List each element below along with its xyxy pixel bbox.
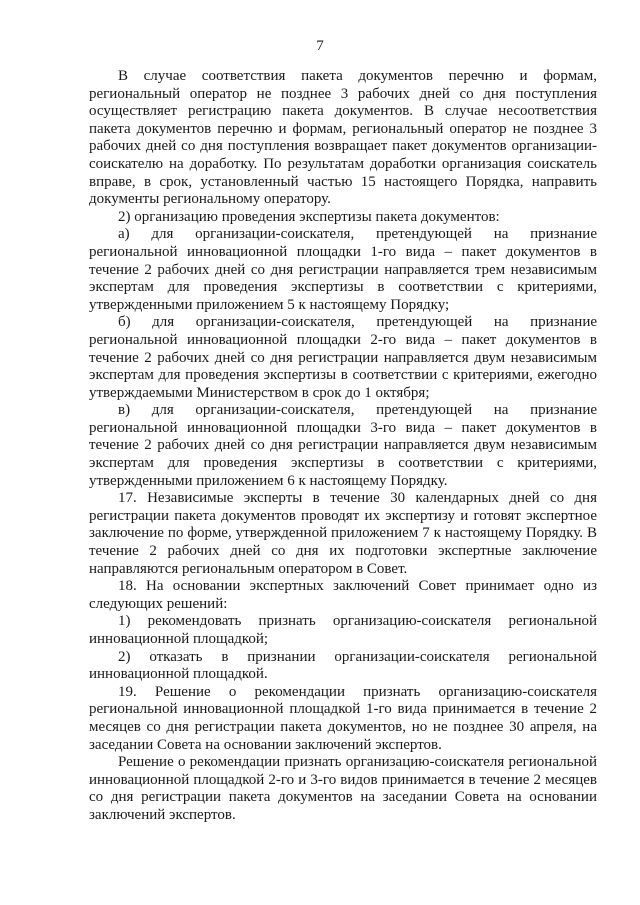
paragraph-decision-refuse: 2) отказать в признании организации-соискателя региональной инновационной площадкой. <box>89 648 597 683</box>
paragraph-type-1-site: а) для организации-соискателя, претендующей на признание региональной инновационной площадки 1-го вида – пакет документов в течение 2 рабочих дней со дня регистрации направляется трем независимым экспертам для проведения экспертизы в соответствии с критериями, утвержденными приложением 5 к настоящему Порядку; <box>89 226 597 313</box>
paragraph-type-2-site: б) для организации-соискателя, претендующей на признание региональной инновационной площадки 2-го вида – пакет документов в течение 2 рабочих дней со дня регистрации направляется двум независимым экспертам для проведения экспертизы в соответствии с критериями, ежегодно утверждаемыми Министерством в срок до 1 октября; <box>89 314 597 401</box>
paragraph-registration: В случае соответствия пакета документов перечню и формам, региональный оператор не позднее 3 рабочих дней со дня поступления осуществляет регистрацию пакета документов. В случае несоответствия пакета документов перечню и формам, региональный оператор не позднее 3 рабочих дней со дня поступления возвращает пакет документов организации-соискателю на доработку. По результатам доработки организация соискатель вправе, в срок, установленный частью 15 настоящего Порядка, направить документы региональному оператору. <box>89 68 597 208</box>
paragraph-type-3-site: в) для организации-соискателя, претендующей на признание региональной инновационной площадки 3-го вида – пакет документов в течение 2 рабочих дней со дня регистрации направляется двум независимым экспертам для проведения экспертизы в соответствии с критериями, утвержденными приложением 6 к настоящему Порядку. <box>89 402 597 489</box>
paragraph-item-18: 18. На основании экспертных заключений Совет принимает одно из следующих решений: <box>89 578 597 612</box>
paragraph-item-19: 19. Решение о рекомендации признать организацию-соискателя региональной инновационной площадкой 1-го вида принимается в течение 2 месяцев со дня регистрации пакета документов, но не позднее 30 апреля, на заседании Совета на основании заключений экспертов. <box>89 683 597 753</box>
paragraph-expertise-organization: 2) организацию проведения экспертизы пакета документов: <box>118 208 500 225</box>
page-number: 7 <box>316 38 324 54</box>
paragraph-item-17: 17. Независимые эксперты в течение 30 календарных дней со дня регистрации пакета документов проводят их экспертизу и готовят экспертное заключение по форме, утвержденной приложением 7 к настоящему Порядку. В течение 2 рабочих дней со дня их подготовки экспертные заключение направляются региональным оператором в Совет. <box>89 490 597 577</box>
document-body <box>89 68 597 825</box>
paragraph-decision-types-2-3: Решение о рекомендации признать организацию-соискателя региональной инновационной площадкой 2-го и 3-го видов принимается в течение 2 месяцев со дня регистрации пакета документов на заседании Совета на основании заключений экспертов. <box>89 754 597 823</box>
paragraph-decision-recommend: 1) рекомендовать признать организацию-соискателя региональной инновационной площадкой; <box>89 613 597 647</box>
